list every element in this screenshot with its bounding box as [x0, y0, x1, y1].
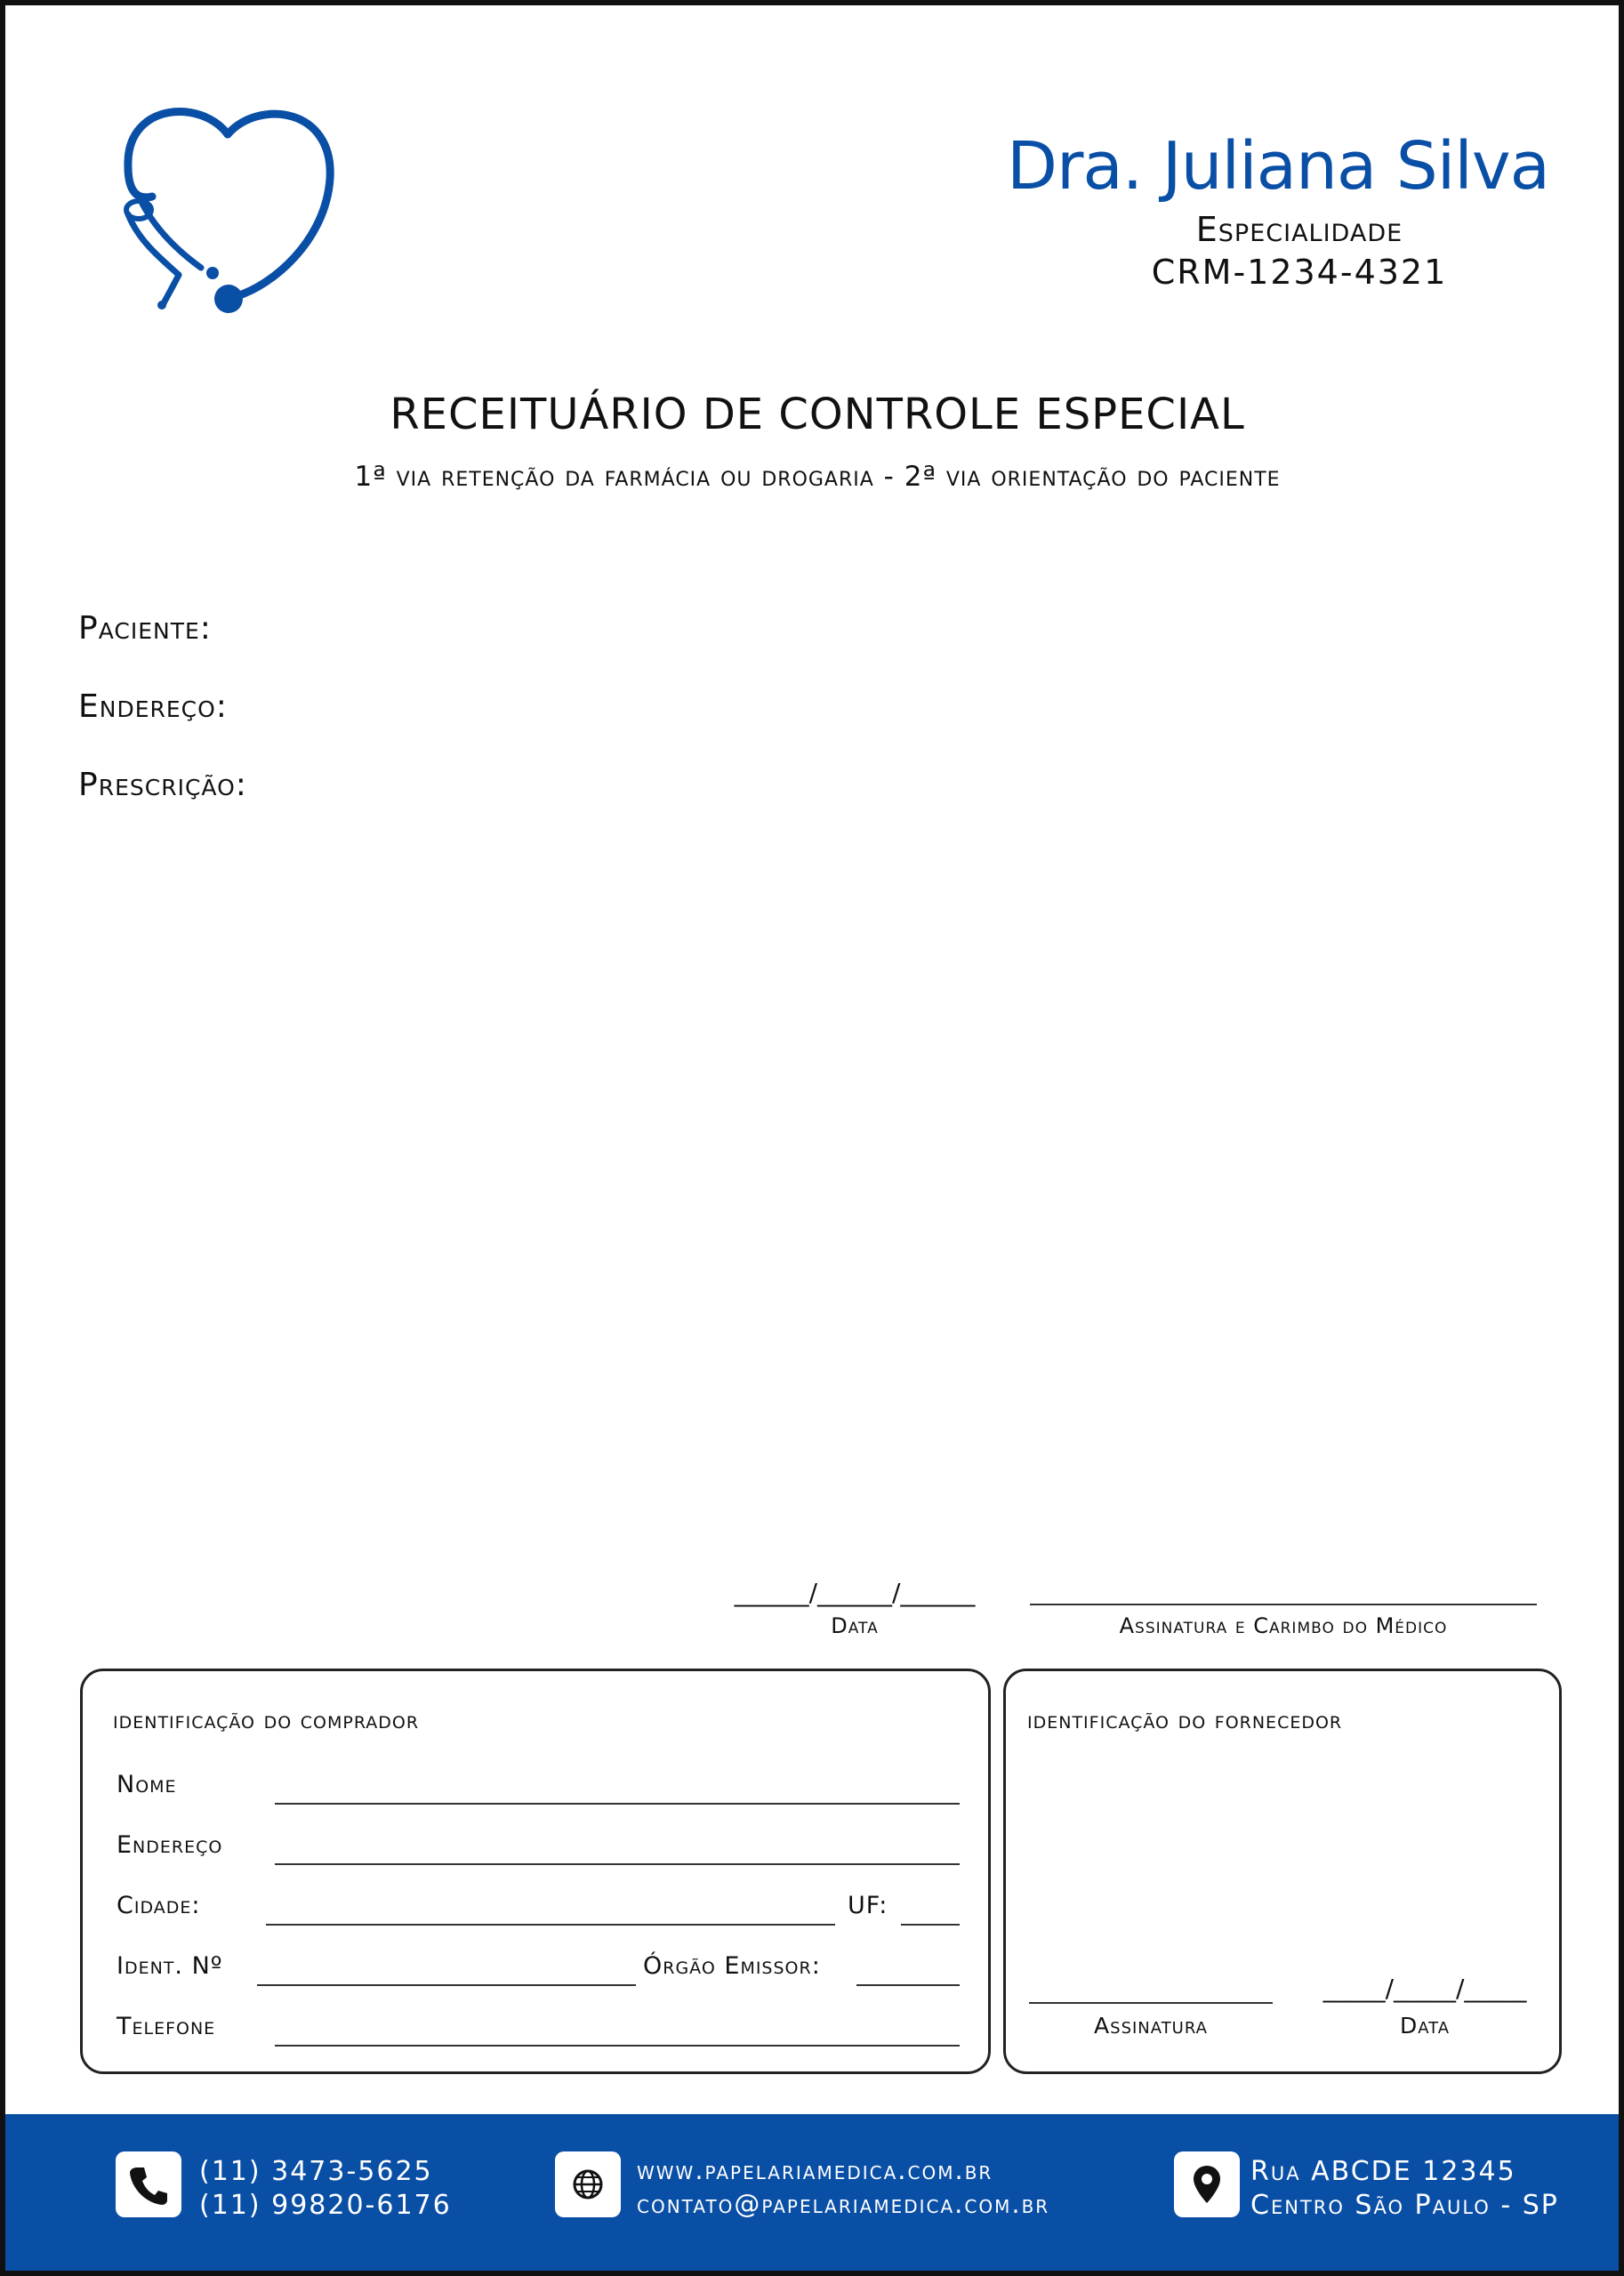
- website-link[interactable]: www.papelariamedica.com.br: [637, 2155, 993, 2185]
- crm-number: CRM-1234-4321: [1151, 253, 1448, 292]
- supplier-signature-label: Assinatura: [1094, 2013, 1208, 2039]
- contact-footer: [5, 2114, 1619, 2276]
- buyer-name-line: [275, 1803, 960, 1805]
- email-link[interactable]: contato@papelariamedica.com.br: [637, 2189, 1050, 2219]
- supplier-date-blank: _____/_____/_____: [1323, 1974, 1527, 2003]
- doctor-name: Dra. Juliana Silva: [1007, 128, 1549, 205]
- address-line-1: Rua ABCDE 12345: [1250, 2156, 1516, 2187]
- phone-number-1: (11) 3473-5625: [199, 2156, 433, 2187]
- phone-icon: [116, 2151, 181, 2217]
- date-label: Data: [831, 1613, 879, 1638]
- date-blank: ______/______/______: [734, 1578, 976, 1607]
- buyer-name-label: Nome: [117, 1771, 177, 1798]
- buyer-phone-label: Telefone: [117, 2013, 216, 2040]
- specialty: Especialidade: [1195, 210, 1403, 249]
- supplier-date-label: Data: [1399, 2013, 1451, 2039]
- buyer-uf-label: UF:: [848, 1892, 888, 1919]
- supplier-identification-box: [1003, 1669, 1562, 2074]
- globe-icon: [555, 2151, 621, 2217]
- buyer-issuer-label: Órgão Emissor:: [643, 1952, 821, 1980]
- buyer-city-label: Cidade:: [117, 1892, 201, 1919]
- page-title: RECEITUÁRIO DE CONTROLE ESPECIAL: [390, 390, 1245, 439]
- address-line-2: Centro São Paulo - SP: [1250, 2190, 1559, 2221]
- page-subtitle: 1ª via retenção da farmácia ou drogaria - 2ª via orientação do paciente: [354, 461, 1281, 493]
- prescription-label: Prescrição:: [78, 767, 247, 803]
- stethoscope-heart-icon: [112, 99, 361, 321]
- buyer-identification-box: [80, 1669, 991, 2074]
- supplier-box-title: identificação do fornecedor: [1027, 1707, 1343, 1734]
- buyer-id-line: [257, 1984, 636, 1986]
- buyer-address-label: Endereço: [117, 1831, 223, 1859]
- phone-number-2: (11) 99820-6176: [199, 2190, 452, 2221]
- buyer-phone-line: [275, 2045, 960, 2047]
- supplier-signature-line: [1029, 2002, 1273, 2004]
- buyer-address-line: [275, 1863, 960, 1865]
- buyer-uf-line: [901, 1924, 960, 1926]
- address-label: Endereço:: [78, 688, 228, 725]
- doctor-signature-line: [1030, 1604, 1537, 1605]
- buyer-id-label: Ident. Nº: [117, 1952, 223, 1980]
- doctor-signature-label: Assinatura e Carimbo do Médico: [1119, 1613, 1448, 1638]
- buyer-box-title: identificação do comprador: [113, 1707, 420, 1734]
- location-pin-icon: [1174, 2151, 1240, 2217]
- buyer-issuer-line: [856, 1984, 960, 1986]
- patient-label: Paciente:: [78, 610, 212, 647]
- buyer-city-line: [266, 1924, 835, 1926]
